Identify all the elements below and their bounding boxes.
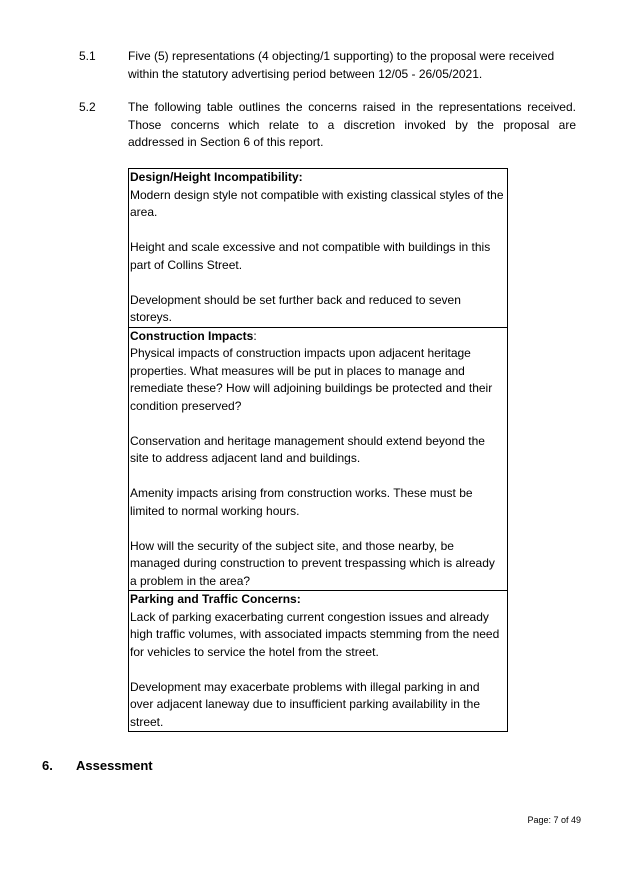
- text-line: within the statutory advertising period between 12/05 - 26/05/2021.: [128, 66, 483, 81]
- concern-item: How will the security of the subject site, and those nearby, be managed during construction to prevent trespassing which is already a problem in the area?: [130, 538, 495, 588]
- table-row: [129, 169, 508, 328]
- paragraph-text: [128, 48, 576, 83]
- table-cell: [129, 327, 508, 591]
- concern-item: Physical impacts of construction impacts upon adjacent heritage properties. What measures will be put in places to manage and remediate these? How will adjoining buildings be protected and their condition preserved?: [130, 346, 493, 413]
- concerns-table: [128, 168, 508, 732]
- paragraph-text: [128, 99, 576, 152]
- table-cell: [129, 591, 508, 732]
- concern-item: Amenity impacts arising from construction works. These must be limited to normal working hours.: [130, 486, 473, 518]
- text-line: The following table outlines the concerns raised in the representations received.: [128, 100, 576, 114]
- heading-colon: :: [253, 328, 257, 343]
- paragraph-number: 5.2: [79, 100, 96, 114]
- concern-heading: Design/Height Incompatibility:: [130, 170, 303, 184]
- concern-item: Modern design style not compatible with existing classical styles of the area.: [130, 187, 504, 219]
- table-cell: [129, 169, 508, 328]
- page-footer: Page: 7 of 49: [527, 815, 581, 825]
- concern-item: Development should be set further back and reduced to seven storeys.: [130, 292, 461, 324]
- concern-item: Development may exacerbate problems with illegal parking in and over adjacent laneway due to insufficient parking availability in the street.: [130, 679, 480, 729]
- paragraph-number: 5.1: [79, 49, 96, 63]
- concern-item: Height and scale excessive and not compatible with buildings in this part of Collins Street.: [130, 240, 491, 272]
- concern-heading: Construction Impacts: [130, 328, 254, 343]
- table-row: [129, 327, 508, 591]
- section-6-number: 6.: [42, 758, 53, 773]
- concern-heading-line: [130, 328, 504, 346]
- concern-heading: Parking and Traffic Concerns:: [130, 592, 301, 606]
- section-6-title: Assessment: [76, 758, 153, 773]
- table-row: [129, 591, 508, 732]
- text-line: addressed in Section 6 of this report.: [128, 135, 324, 149]
- concern-item: Conservation and heritage management should extend beyond the site to address adjacent land and buildings.: [130, 433, 485, 465]
- text-line: Five (5) representations (4 objecting/1 supporting) to the proposal were received: [128, 49, 555, 63]
- text-line: Those concerns which relate to a discretion invoked by the proposal are: [128, 117, 576, 132]
- concern-item: Lack of parking exacerbating current congestion issues and already high traffic volumes, with associated impacts stemming from the need for vehicles to service the hotel from the street.: [130, 609, 500, 659]
